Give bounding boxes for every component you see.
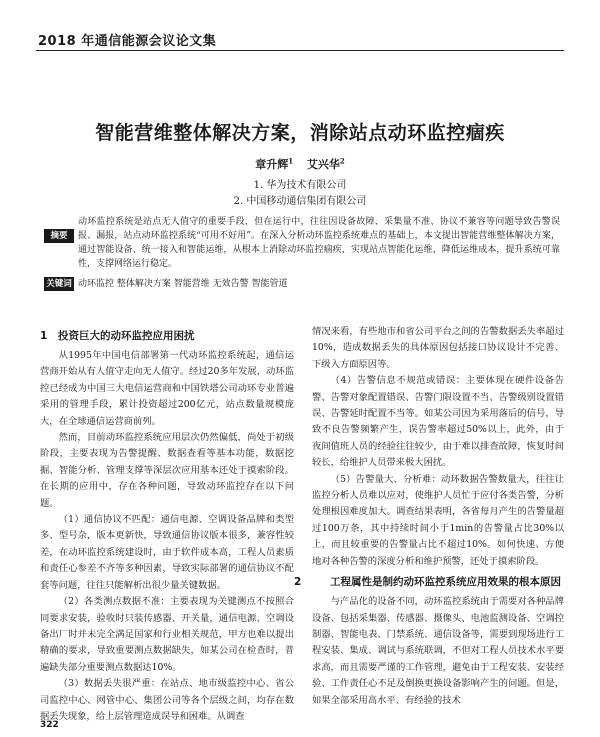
paper-title: 智能营维整体解决方案，消除站点动环监控痼疾 bbox=[95, 122, 505, 144]
paragraph: 情况来看，有些地市和省公司平台之间的告警数据丢失率超过10%，造成数据丢失的具体原因包括接口协议设计不完善、下级入方面原因等。 bbox=[312, 326, 564, 370]
section-number: 2 bbox=[294, 576, 302, 589]
abstract-block bbox=[46, 215, 560, 291]
paragraph: 从1995年中国电信部署第一代动环监控系统起，通信运营商开始从有人值守走向无人值守。经过20多年发展，动环监控已经成为中国三大电信运营商和中国铁塔公司动环专业普遍采用的管理手段，累计投资超过200亿元，站点数量规模庞大，在全球通信运营商前列。 bbox=[40, 350, 294, 427]
abstract-text: 动环监控系统是站点无人值守的重要手段，但在运行中，往往因设备故障、采集量不准、协议不兼容等问题导致告警误报、漏报，站点动环监控系统“可用不好用”。在深入分析动环监控系统难点的基础上，本文提出智能营维整体解决方案，通过智能设备、统一接入和智能运维，从根本上消除动环监控痼疾，实现站点智能化运维，降低运维成本，提升系统可靠性，支撑网络运行稳定。 bbox=[78, 217, 560, 269]
running-title: 2018 年通信能源会议论文集 bbox=[38, 34, 217, 49]
section-heading bbox=[294, 574, 564, 590]
affiliation: 2. 中国移动通信集团有限公司 bbox=[233, 196, 367, 207]
section-heading bbox=[40, 328, 294, 344]
paragraph: （5）告警量大、分析难：动环数据告警数量大，往往让监控分析人员难以应对，使维护人员忙于应付各类告警，分析处理根因难度加大。调查结果表明，各省每月产生的告警量超过100万条，其中持续时间小于1min的告警量占比30%以上，而且较重要的告警量占比不超过10%。如何快速、方便地对各种告警的深度分析和维护预警，还处于摸索阶段。 bbox=[312, 473, 564, 567]
affiliation: 1. 华为技术有限公司 bbox=[253, 180, 347, 191]
section-title: 工程属性是制约动环监控系统应用效果的根本原因 bbox=[330, 576, 561, 589]
keywords-text: 动环监控 整体解决方案 智能营维 无效告警 智能管道 bbox=[78, 279, 288, 289]
paragraph: （2）各类测点数据不准：主要表现为关键测点不按照合同要求安装，验收时只装传感器、开关量，通信电源、空调设备出厂时并未完全满足国家和行业相关规范，甲方也难以提出精确的要求，导致重要测点数据缺失，如某公司在检查时，普遍缺失部分重要测点数据达10%。 bbox=[40, 596, 294, 673]
author-affiliation-mark: 1 bbox=[288, 156, 294, 166]
left-column bbox=[40, 324, 294, 725]
paragraph: （1）通信协议不匹配：通信电源、空调设备品牌和类型多、型号杂，版本更新快，导致通信协议版本很多，兼容性较差，在动环监控系统建设时，由于软件成本高，工程人员素质和责任心参差不齐等多种因素，导致实际部署的通信协议不配套等问题，往往只能解析出很少量关键数据。 bbox=[40, 514, 294, 591]
paragraph: （3）数据丢失很严重：在站点、地市级监控中心、省公司监控中心、网管中心、集团公司等各个层级之间，均存在数据丢失现象，给上层管理造成误导和困难。从调查 bbox=[40, 678, 294, 722]
section-number: 1 bbox=[40, 330, 48, 342]
paragraph: 与产品化的设备不同，动环监控系统由于需要对各种品牌设备、包括采集器、传感器、摄像头、电池监测设备、空调控制器、智能电表、门禁系统、通信设备等，需要到现场进行工程安装、集成、调试与系统联调，不但对工程人员技术水平要求高，而且需要严谨的工作管理，避免由于工程安装、安装经验、工作责任心不足及倒换更换设备影响产生的问题。但是，如果全部采用高水平、有经验的技术 bbox=[312, 596, 564, 706]
author-affiliation-mark: 2 bbox=[339, 156, 345, 166]
right-column bbox=[294, 324, 564, 709]
section-title: 投资巨大的动环监控应用困扰 bbox=[58, 330, 195, 342]
author-name: 章升辉 bbox=[255, 158, 289, 171]
abstract-row bbox=[50, 215, 560, 271]
author-list bbox=[0, 156, 600, 172]
header-rule bbox=[36, 50, 564, 51]
paragraph: 然而，目前动环监控系统应用层次仍然偏低，尚处于初级阶段，主要表现为告警提醒、数据查看等基本功能，数据挖掘、智能分析、管理支撑等深层次应用基本还处于摸索阶段。在长期的应用中，存在各种问题，导致动环监控存在以下问题。 bbox=[40, 432, 294, 509]
paragraph: （4）告警信息不规范或错误：主要体现在硬件设备告警、告警对象配置错误、告警门限设置不当、告警级别设置错误、告警延时配置不当等。如某公司因为采用落后的信号，导致不良告警频繁产生，误告警率超过50%以上，此外，由于夜间值班人员的经验往往较少，由于难以排查故障，恢复时间较长，给维护人员带来极大困扰。 bbox=[312, 375, 564, 469]
keywords-row bbox=[46, 277, 560, 291]
keywords-label: 关键词 bbox=[44, 277, 74, 291]
author-name: 艾兴华 bbox=[306, 158, 340, 171]
page-number: 322 bbox=[40, 720, 59, 730]
abstract-label: 摘要 bbox=[44, 229, 74, 243]
